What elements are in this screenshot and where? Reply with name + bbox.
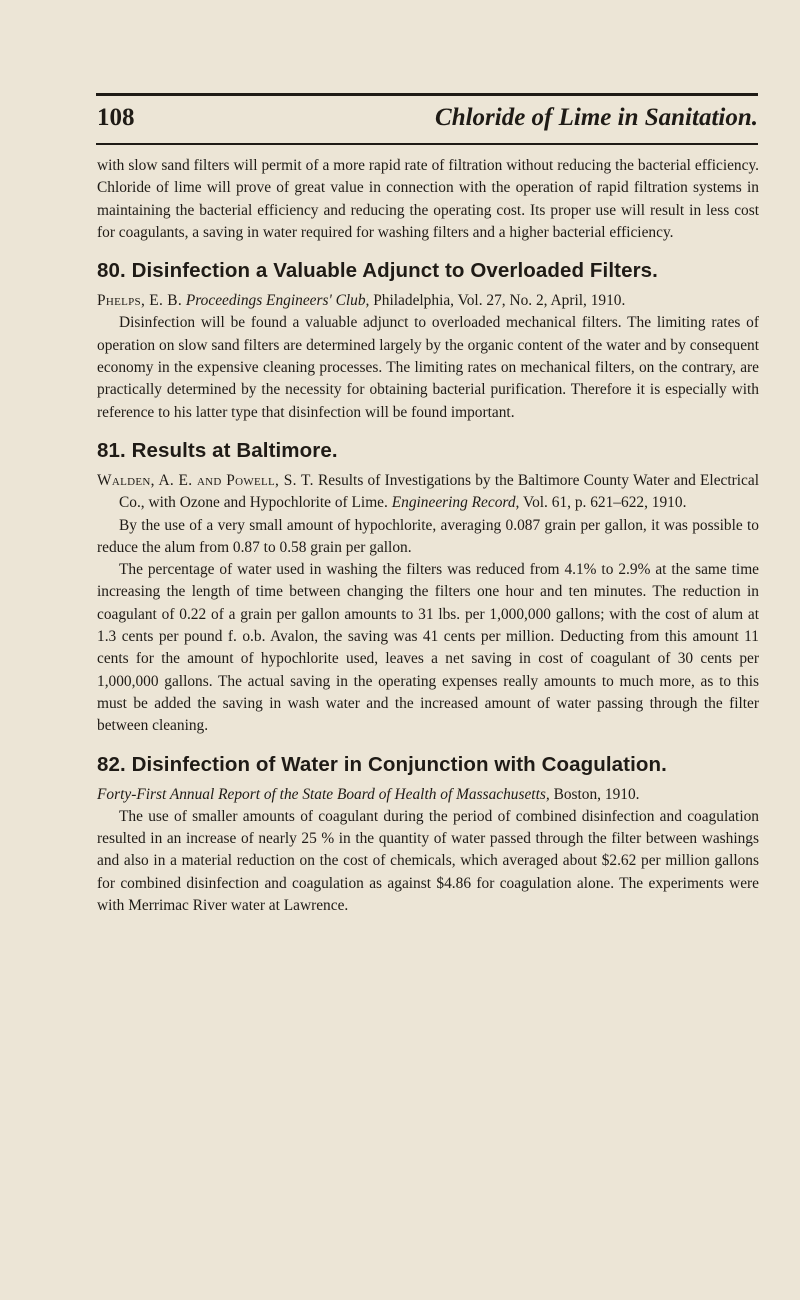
citation-title: Results of Investigations by the Baltimore County Water and Electrical Co., with Ozone and Hypochlorite of Lime. (119, 471, 759, 512)
citation-journal: Engineering Record, (391, 494, 520, 512)
section-body-80: Disinfection will be found a valuable adjunct to overloaded mechanical filters. The limiting rates of operation on slow sand filters are determined largely by the organic content of the water and by consequent economy in the expensive cleaning processes. The limiting rates on mechanical filters, on the contrary, are practically determined by the necessity for obtaining bacterial purification. Therefore it is especially with reference to his latter type that disinfection will be found important. (97, 314, 759, 421)
header-rule-bottom (96, 143, 758, 145)
section-heading-81: 81. Results at Baltimore. (97, 438, 338, 462)
section-heading-82: 82. Disinfection of Water in Conjunction with Coagulation. (97, 752, 667, 776)
citation-82 (97, 784, 759, 806)
section-body-82: The use of smaller amounts of coagulant during the period of combined disinfection and coagulation resulted in an increase of nearly 25 % in the quantity of water passed through the filter between washings and also in a material reduction on the cost of chemicals, which averaged about $2.62 per million gallons for combined disinfection and coagulation as against $4.86 for coagulation alone. The experiments were with Merrimac River water at Lawrence. (97, 807, 759, 915)
page-body (97, 155, 759, 917)
citation-details: Boston, 1910. (553, 785, 640, 803)
citation-details: Philadelphia, Vol. 27, No. 2, April, 1910. (373, 292, 626, 310)
citation-journal: Forty-First Annual Report of the State Board of Health of Massachusetts, (97, 785, 550, 803)
citation-80 (97, 290, 759, 312)
intro-paragraph: with slow sand filters will permit of a more rapid rate of filtration without reducing the bacterial efficiency. Chloride of lime will prove of great value in connection with the operation of rapid filtration systems in maintaining the bacterial efficiency and reducing the operating cost. Its proper use will result in less cost for coagulants, a saving in water required for washing filters and a higher bacterial efficiency. (97, 157, 759, 241)
citation-author: Phelps, E. B. (97, 292, 182, 310)
header-rule-top (96, 93, 758, 96)
citation-author: Walden, A. E. and Powell, S. T. (97, 471, 314, 489)
citation-journal: Proceedings Engineers' Club, (185, 292, 370, 310)
section-heading-80: 80. Disinfection a Valuable Adjunct to Overloaded Filters. (97, 259, 658, 283)
citation-details: Vol. 61, p. 621–622, 1910. (522, 494, 687, 512)
running-title: Chloride of Lime in Sanitation. (435, 104, 758, 131)
citation-81 (97, 470, 759, 515)
section-body-81b: The percentage of water used in washing the filters was reduced from 4.1% to 2.9% at the same time increasing the length of time between changing the filters one hour and ten minutes. The reduction in coagulant of 0.22 of a grain per gallon amounts to 31 lbs. per 1,000,000 gallons; with the cost of alum at 1.3 cents per pound f. o.b. Avalon, the saving was 41 cents per million. Deducting from this amount 11 cents for the amount of hypochlorite used, leaves a net saving in cost of coagulant of 30 cents per 1,000,000 gallons. The actual saving in the operating expenses really amounts to much more, as to this must be added the saving in wash water and the increased amount of water passing through the filter between cleaning. (97, 561, 759, 735)
page-number: 108 (97, 104, 135, 131)
section-body-81a: By the use of a very small amount of hypochlorite, averaging 0.087 grain per gallon, it was possible to reduce the alum from 0.87 to 0.58 grain per gallon. (97, 516, 759, 556)
